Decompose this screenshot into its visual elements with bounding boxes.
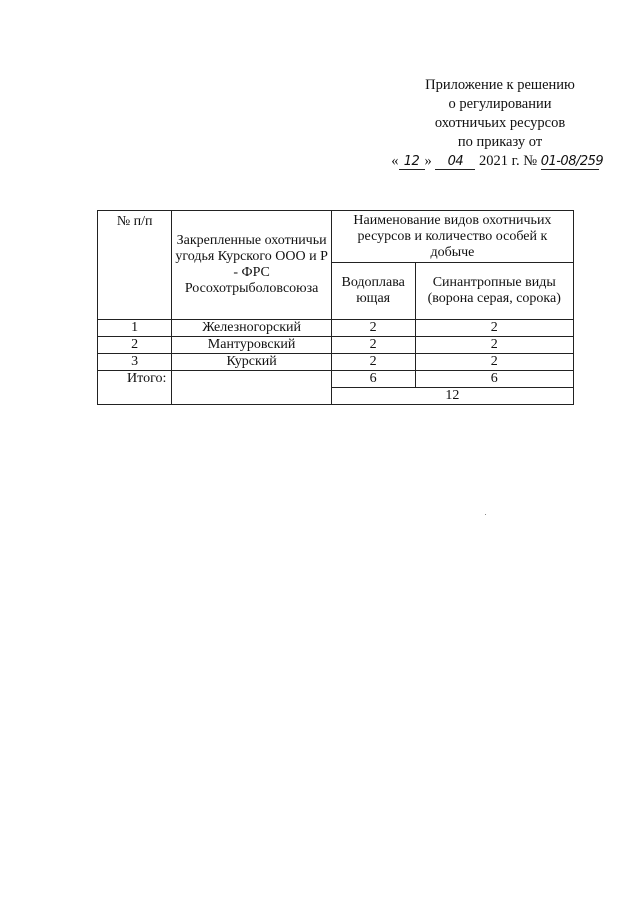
row-num: 1 xyxy=(98,320,172,337)
order-number-value: 01-08/259 xyxy=(540,154,604,169)
header-cell-synanthropic: Синантропные виды (ворона серая, сорока) xyxy=(415,262,574,319)
date-month-value: 04 xyxy=(447,154,464,169)
table-row xyxy=(98,337,574,354)
header-cell-num: № п/п xyxy=(98,211,172,320)
date-year-text: 2021 г. № xyxy=(479,153,538,169)
table-row xyxy=(98,354,574,371)
row-waterfowl: 2 xyxy=(331,320,415,337)
hunting-resources-table xyxy=(97,210,574,405)
appendix-header xyxy=(391,76,604,171)
row-synanthropic: 2 xyxy=(415,354,574,371)
row-num: 3 xyxy=(98,354,172,371)
row-land-name: Железногорский xyxy=(172,320,332,337)
header-cell-resources: Наименование видов охотничьих ресурсов и количество особей к добыче xyxy=(331,211,573,263)
row-synanthropic: 2 xyxy=(415,320,574,337)
total-synanthropic: 6 xyxy=(415,371,574,388)
total-label: Итого: xyxy=(98,371,172,405)
total-land-empty xyxy=(172,371,332,405)
table-row xyxy=(98,320,574,337)
date-open-quote: « xyxy=(391,153,399,169)
order-date-line xyxy=(390,152,604,171)
total-row xyxy=(98,371,574,388)
table-header-row-1 xyxy=(98,211,574,263)
grand-total: 12 xyxy=(331,388,573,405)
order-number-field xyxy=(540,154,604,170)
header-line-4: по приказу от xyxy=(457,134,543,150)
date-close-quote: » xyxy=(424,153,432,169)
header-line-2: о регулировании xyxy=(448,96,552,112)
header-cell-land: Закрепленные охотничьи угодья Курского ООО и Р - ФРС Росохотрыболовсоюза xyxy=(172,211,332,320)
row-num: 2 xyxy=(98,337,172,354)
date-day-value: 12 xyxy=(403,154,420,169)
scan-speck xyxy=(485,514,486,515)
row-land-name: Курский xyxy=(172,354,332,371)
row-land-name: Мантуровский xyxy=(172,337,332,354)
row-waterfowl: 2 xyxy=(331,354,415,371)
row-waterfowl: 2 xyxy=(331,337,415,354)
date-month-field xyxy=(435,154,475,170)
header-line-1: Приложение к решению xyxy=(425,77,575,93)
header-line-3: охотничьих ресурсов xyxy=(434,115,566,131)
total-waterfowl: 6 xyxy=(331,371,415,388)
row-synanthropic: 2 xyxy=(415,337,574,354)
header-cell-waterfowl: Водоплава ющая xyxy=(331,262,415,319)
date-day-field xyxy=(399,154,425,170)
